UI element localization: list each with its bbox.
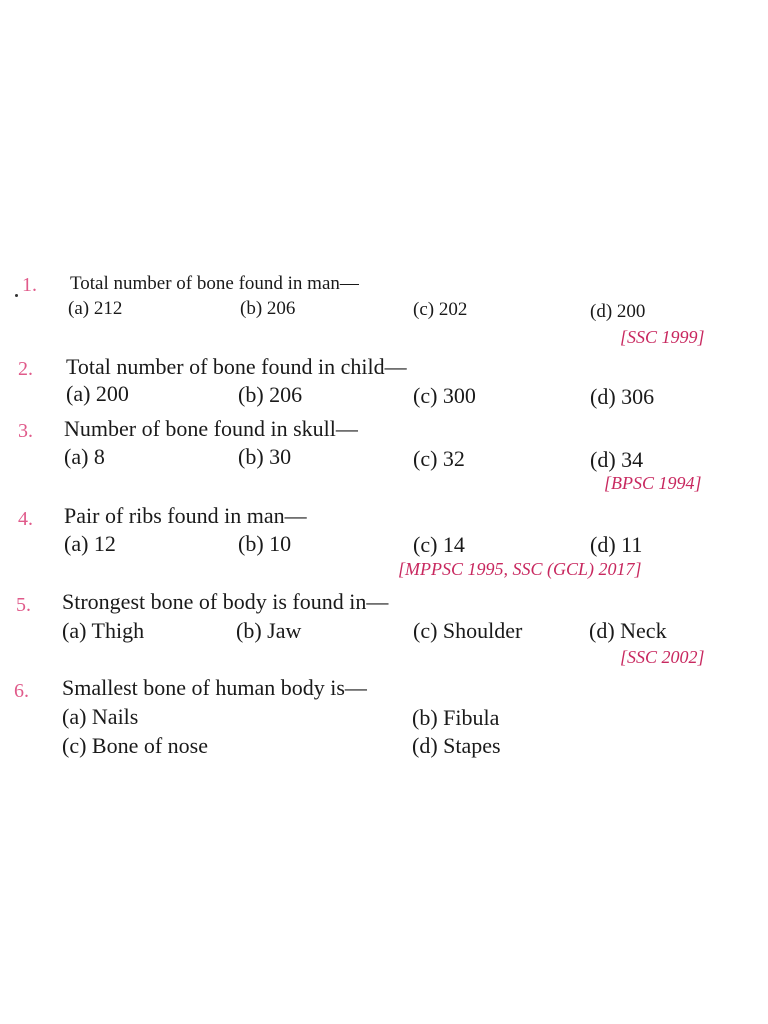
- option-a: (a) 212: [68, 298, 123, 319]
- stray-dot: [15, 294, 18, 297]
- option-b: (b) 206: [238, 382, 303, 407]
- option-c: (c) Shoulder: [413, 618, 523, 643]
- question-text: Smallest bone of human body is—: [62, 675, 367, 700]
- option-c: (c) Bone of nose: [62, 733, 209, 758]
- option-b: (b) 30: [238, 444, 292, 469]
- option-b: (b) 10: [238, 531, 292, 556]
- option-c: (c) 32: [413, 446, 465, 471]
- option-d: (d) 306: [590, 384, 655, 409]
- exam-source: [SSC 1999]: [620, 327, 705, 347]
- option-b: (b) Jaw: [236, 618, 302, 643]
- option-d: (d) 34: [590, 447, 644, 472]
- option-d: (d) Stapes: [412, 733, 501, 758]
- question-number: 4.: [18, 508, 33, 530]
- question-number: 1.: [22, 274, 37, 296]
- option-a: (a) Nails: [62, 704, 139, 729]
- exam-source: [MPPSC 1995, SSC (GCL) 2017]: [398, 559, 642, 579]
- option-d: (d) Neck: [589, 618, 667, 643]
- question-text: Pair of ribs found in man—: [64, 503, 307, 528]
- option-c: (c) 300: [413, 383, 476, 408]
- option-d: (d) 11: [590, 532, 643, 557]
- question-number: 3.: [18, 420, 33, 442]
- question-text: Strongest bone of body is found in—: [62, 589, 389, 614]
- option-a: (a) 200: [66, 381, 129, 406]
- question-number: 5.: [16, 594, 31, 616]
- option-a: (a) 8: [64, 444, 105, 469]
- question-text: Total number of bone found in man—: [70, 273, 359, 294]
- question-number: 6.: [14, 680, 29, 702]
- option-c: (c) 202: [413, 299, 468, 320]
- question-number: 2.: [18, 358, 33, 380]
- option-c: (c) 14: [413, 532, 465, 557]
- exam-source: [BPSC 1994]: [604, 473, 702, 493]
- option-b: (b) Fibula: [412, 705, 500, 730]
- exam-source: [SSC 2002]: [620, 647, 705, 667]
- option-a: (a) 12: [64, 531, 116, 556]
- option-a: (a) Thigh: [62, 618, 145, 643]
- question-text: Total number of bone found in child—: [66, 354, 407, 379]
- option-b: (b) 206: [240, 298, 296, 319]
- option-d: (d) 200: [590, 301, 646, 322]
- question-text: Number of bone found in skull—: [64, 416, 358, 441]
